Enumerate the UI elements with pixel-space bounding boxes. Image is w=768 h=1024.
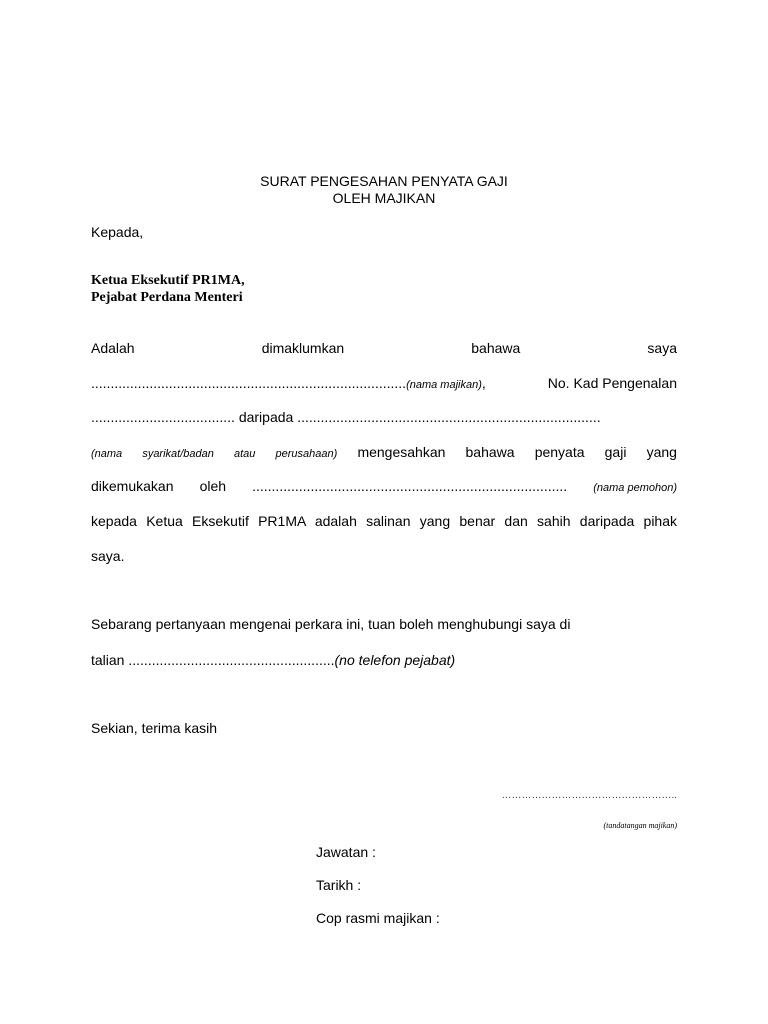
ic-number-label: No. Kad Pengenalan	[547, 375, 677, 391]
body-line-5	[91, 478, 677, 494]
body-word: saya	[647, 340, 677, 356]
company-hint-word: syarikat/badan	[142, 448, 214, 460]
body-word: dimaklumkan	[261, 340, 345, 356]
employer-name-hint: (nama majikan)	[406, 379, 482, 391]
body-word: bahawa	[465, 444, 515, 460]
talian-label: talian	[91, 652, 125, 668]
company-hint-word: atau	[233, 448, 256, 460]
body-line-7: saya.	[91, 548, 125, 564]
body-line-6: kepada Ketua Eksekutif PR1MA adalah salinan yang benar dan sahih daripada pihak	[91, 513, 677, 529]
jawatan-field: Jawatan :	[316, 844, 376, 860]
body-word: penyata	[534, 444, 585, 460]
closing: Sekian, terima kasih	[91, 720, 218, 736]
phone-blank: .....................................................	[128, 652, 335, 668]
ic-number-blank: .....................................	[91, 409, 235, 425]
company-hint-word: perusahaan)	[275, 448, 338, 460]
body-word: bahawa	[471, 340, 521, 356]
phone-hint: (no telefon pejabat)	[334, 652, 456, 668]
body-word: yang	[646, 444, 677, 460]
company-stamp-field: Cop rasmi majikan :	[316, 910, 440, 926]
body-line-3	[91, 409, 677, 425]
applicant-name-hint: (nama pemohon)	[593, 482, 677, 494]
body-line-4	[91, 444, 677, 460]
body-word: dikemukakan	[91, 478, 174, 494]
applicant-name-blank: .................................................................................	[252, 478, 568, 494]
inquiry-line-2	[91, 652, 455, 668]
company-hint-word: (nama	[91, 448, 123, 460]
employer-name-blank: .................................................................................	[91, 375, 407, 391]
body-word: mengesahkan	[357, 444, 446, 460]
title-line-1: SURAT PENGESAHAN PENYATA GAJI	[260, 173, 508, 189]
signature-line: ……………………………………………..	[501, 790, 677, 801]
body-word: gaji	[604, 444, 627, 460]
inquiry-line-1: Sebarang pertanyaan mengenai perkara ini, tuan boleh menghubungi saya di	[91, 616, 571, 632]
recipient-line-2: Pejabat Perdana Menteri	[91, 290, 243, 305]
body-line-2	[91, 375, 677, 391]
body-word: oleh	[199, 478, 227, 494]
comma: ,	[481, 375, 486, 391]
recipient-line-1: Ketua Eksekutif PR1MA,	[91, 273, 245, 288]
body-word: Adalah	[91, 340, 135, 356]
company-name-blank: ..............................................................................	[297, 409, 601, 425]
signature-label: (tandatangan majikan)	[603, 821, 677, 830]
daripada-word: daripada	[238, 409, 294, 425]
salutation: Kepada,	[91, 224, 144, 240]
tarikh-field: Tarikh :	[316, 877, 362, 893]
body-line-1	[91, 340, 677, 356]
title-line-2: OLEH MAJIKAN	[332, 190, 436, 206]
